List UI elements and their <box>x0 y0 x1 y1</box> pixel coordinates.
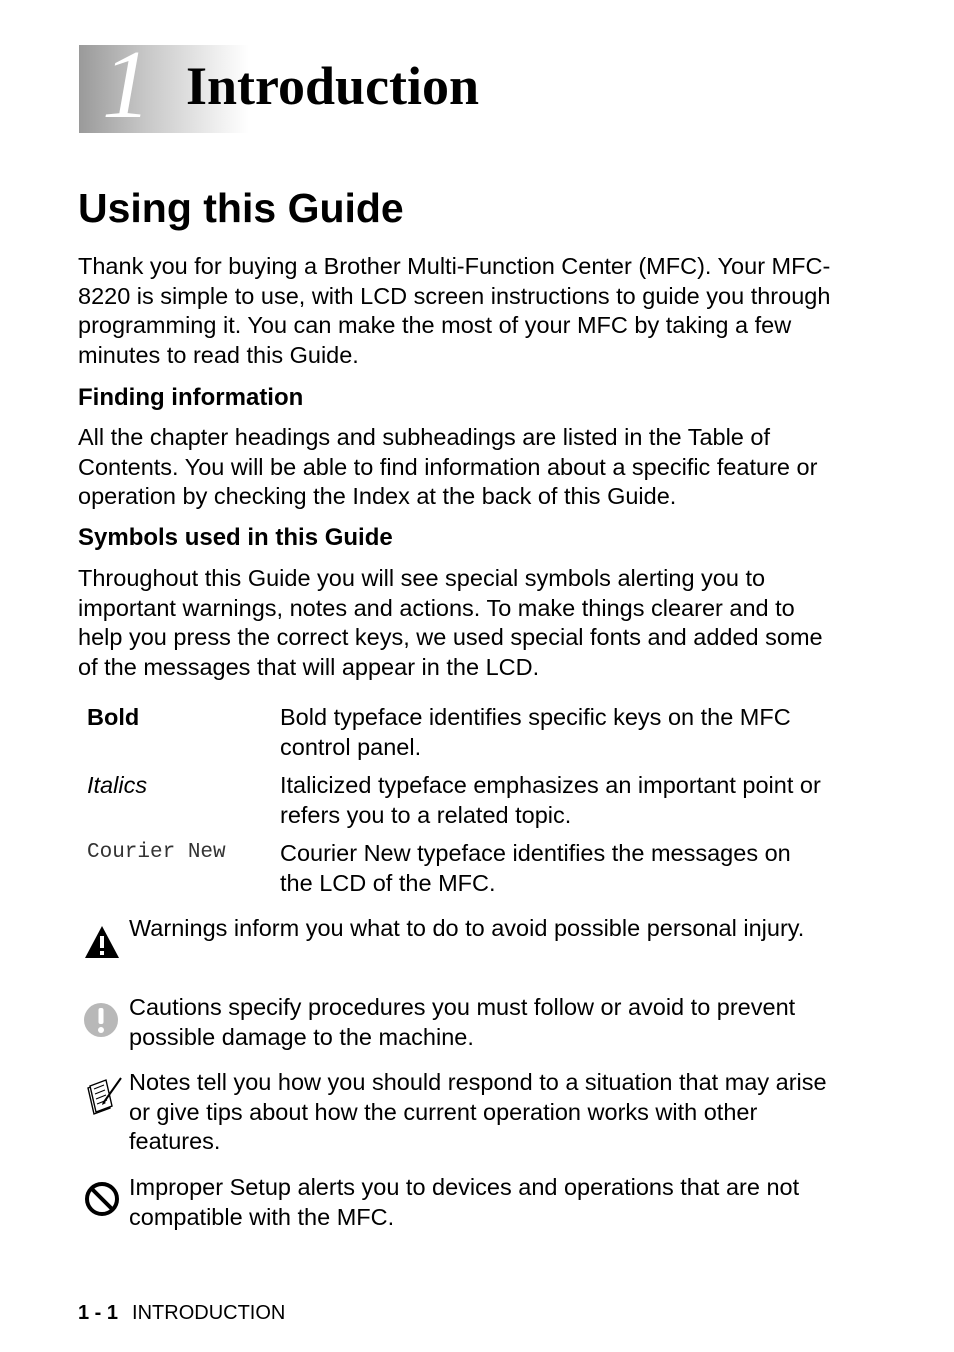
finding-information-heading: Finding information <box>78 384 304 411</box>
warning-icon <box>82 922 122 962</box>
symbols-heading: Symbols used in this Guide <box>78 524 393 551</box>
symbol-description: Bold typeface identifies specific keys on the MFC control panel. <box>280 704 791 760</box>
notice-text: Notes tell you how you should respond to a situation that may arise or give tips about how the current operation works with other features. <box>129 1069 827 1155</box>
symbol-description: Italicized typeface emphasizes an important point or refers you to a related topic. <box>280 772 821 828</box>
page-footer <box>78 1300 285 1326</box>
finding-information-text: All the chapter headings and subheadings are listed in the Table of Contents. You will be able to find information about a specific feature or operation by checking the Index at the back of this Guide. <box>78 424 818 510</box>
symbol-term: Italics <box>87 772 148 798</box>
chapter-title: Introduction <box>186 56 480 116</box>
note-icon <box>82 1074 122 1114</box>
chapter-number: 1 <box>102 31 151 139</box>
intro-paragraph: Thank you for buying a Brother Multi-Function Center (MFC). Your MFC-8220 is simple to use, with LCD screen instructions to guide you through programming it. You can make the most of your MFC by taking a few minutes to read this Guide. <box>78 253 831 368</box>
page-number: 1 - 1 <box>78 1302 119 1324</box>
symbol-term: Bold <box>87 704 140 730</box>
caution-icon <box>82 1000 122 1040</box>
notice-text: Warnings inform you what to do to avoid possible personal injury. <box>129 915 805 941</box>
footer-chapter-name: INTRODUCTION <box>132 1302 286 1324</box>
prohibited-icon <box>82 1179 122 1219</box>
symbol-description: Courier New typeface identifies the messages on the LCD of the MFC. <box>280 840 791 896</box>
section-title: Using this Guide <box>78 185 404 231</box>
symbol-term: Courier New <box>87 841 226 864</box>
notice-text: Improper Setup alerts you to devices and operations that are not compatible with the MFC. <box>129 1174 800 1230</box>
notice-text: Cautions specify procedures you must follow or avoid to prevent possible damage to the machine. <box>129 994 796 1050</box>
symbols-text: Throughout this Guide you will see special symbols alerting you to important warnings, notes and actions. To make things clearer and to help you press the correct keys, we used special fonts and added some of the messages that will appear in the LCD. <box>78 565 823 680</box>
